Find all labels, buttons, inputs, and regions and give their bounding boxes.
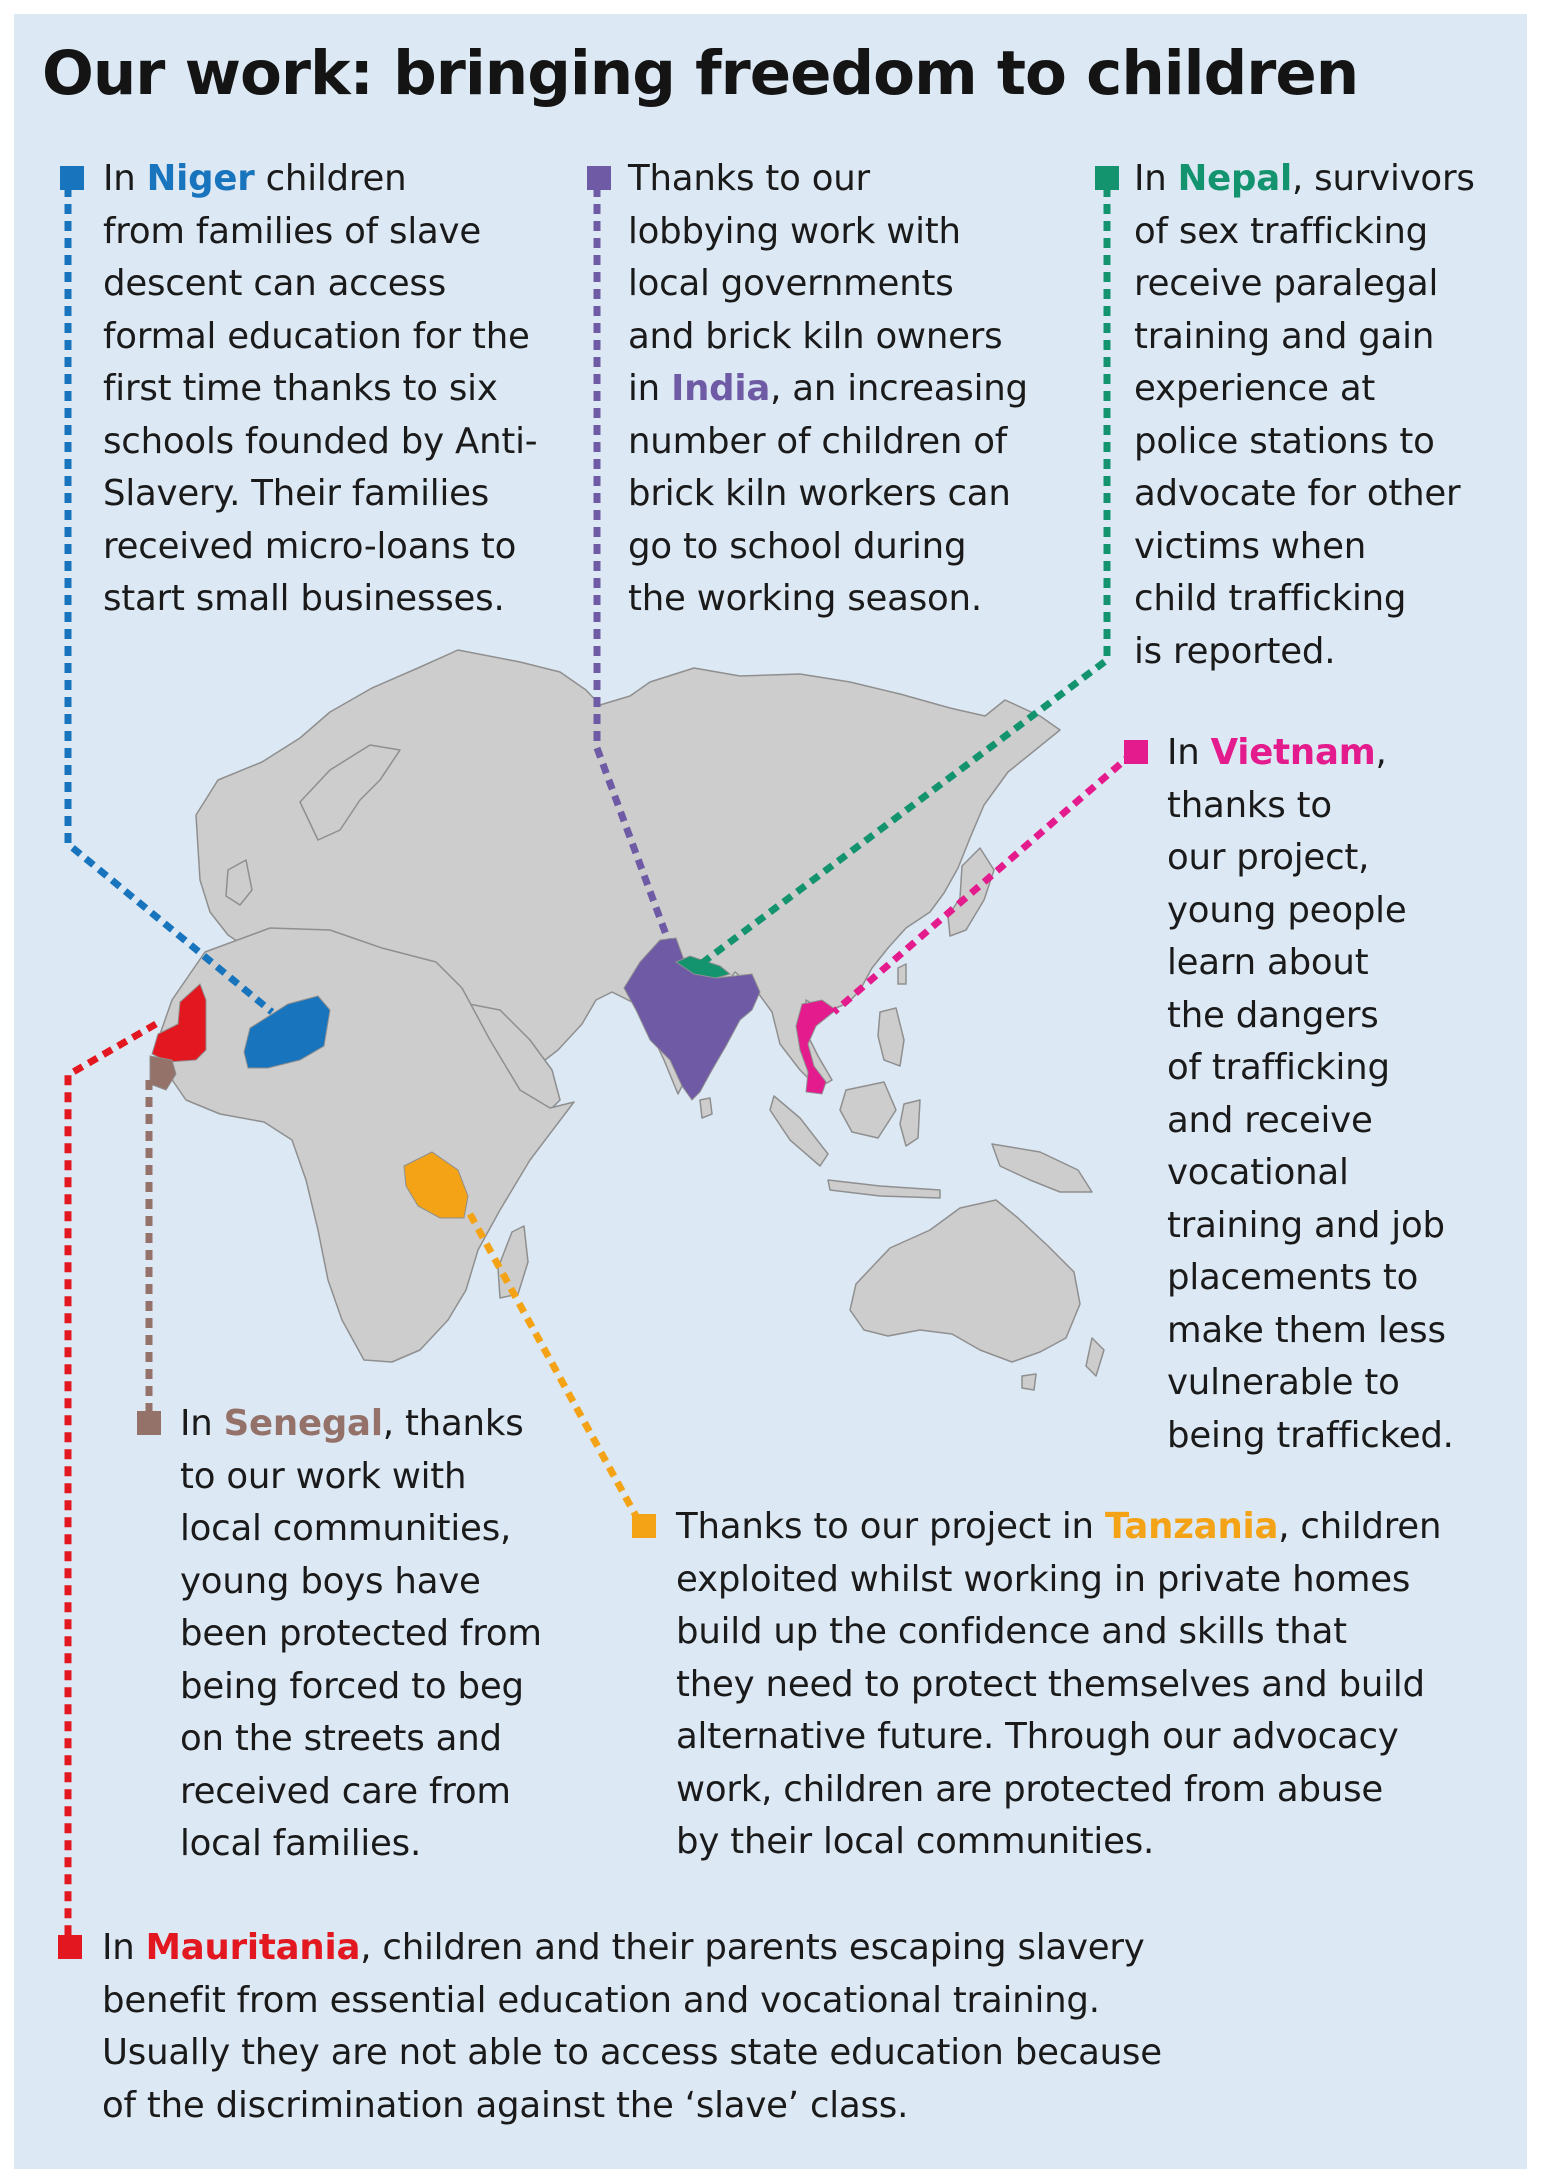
vietnam-callout-line: young people	[1167, 889, 1407, 931]
senegal-callout-line: received care from	[180, 1770, 511, 1812]
vietnam-callout-line: and receive	[1167, 1099, 1373, 1141]
vietnam-callout-line: training and job	[1167, 1204, 1445, 1246]
borneo	[840, 1082, 896, 1138]
india-callout-line: Thanks to our	[628, 158, 870, 199]
senegal-callout-line: being forced to beg	[180, 1665, 524, 1707]
vietnam-callout-line: vulnerable to	[1167, 1362, 1400, 1403]
india-callout-line: number of children of	[628, 420, 1008, 462]
nepal-callout-line: training and gain	[1134, 315, 1435, 357]
mauritania-callout-line: Usually they are not able to access state education because	[102, 2032, 1162, 2073]
niger-country-label: Niger	[146, 158, 255, 199]
java-islands	[828, 1180, 940, 1198]
mauritania-callout-line	[102, 1922, 1162, 1975]
text-segment: In	[1134, 158, 1178, 199]
nepal-callout-line: advocate for other	[1134, 473, 1461, 514]
india-callout-line: brick kiln workers can	[628, 473, 1011, 514]
australia-landmass	[850, 1200, 1080, 1362]
senegal-callout-line: to our work with	[180, 1455, 467, 1497]
senegal-marker-square	[137, 1411, 161, 1435]
text-segment: In	[1167, 732, 1211, 773]
india-country-label: India	[671, 368, 771, 409]
mauritania-country-label: Mauritania	[145, 1927, 361, 1968]
tanzania-callout-line: build up the confidence and skills that	[676, 1611, 1347, 1652]
text-segment: , an increasing	[770, 368, 1028, 409]
tanzania-callout	[676, 1501, 1441, 1869]
vietnam-callout-line: thanks to	[1167, 784, 1332, 826]
niger-callout-line: from families of slave	[103, 210, 482, 252]
text-segment: children	[254, 158, 407, 199]
niger-callout-line: Slavery. Their families	[103, 473, 490, 514]
vietnam-marker-square	[1124, 740, 1148, 764]
vietnam-callout-line: the dangers	[1167, 994, 1379, 1036]
vietnam-callout-line: our project,	[1167, 837, 1370, 878]
tanzania-callout-line: alternative future. Through our advocacy	[676, 1716, 1399, 1757]
madagascar	[498, 1226, 528, 1298]
tanzania-country-label: Tanzania	[1104, 1506, 1279, 1547]
mauritania-callout	[102, 1922, 1162, 2132]
vietnam-callout-line	[1167, 727, 1454, 780]
senegal-callout	[180, 1398, 542, 1871]
india-callout-line: and brick kiln owners	[628, 315, 1003, 357]
tanzania-callout-line	[676, 1501, 1441, 1554]
mauritania-callout-line: of the discrimination against the ‘slave’ class.	[102, 2084, 909, 2126]
text-segment: in	[628, 368, 672, 409]
nepal-callout-line: experience at	[1134, 368, 1376, 409]
nepal-callout-line: child trafficking	[1134, 578, 1407, 619]
senegal-callout-line: local communities,	[180, 1508, 512, 1549]
vietnam-country-label: Vietnam	[1210, 732, 1376, 773]
niger-callout-line: start small businesses.	[103, 578, 505, 619]
senegal-callout-line: been protected from	[180, 1613, 542, 1654]
text-segment: Thanks to our project in	[676, 1506, 1105, 1547]
niger-callout-line: descent can access	[103, 263, 447, 304]
text-segment: , thanks	[382, 1403, 524, 1444]
text-segment: , children	[1278, 1506, 1442, 1547]
vietnam-callout	[1167, 727, 1454, 1462]
tanzania-callout-line: they need to protect themselves and build	[676, 1663, 1425, 1705]
vietnam-callout-line: placements to	[1167, 1257, 1419, 1298]
text-segment: , survivors	[1291, 158, 1475, 199]
senegal-region	[150, 1056, 176, 1090]
nepal-callout-line: is reported.	[1134, 630, 1336, 672]
text-segment: , children and their parents escaping slavery	[360, 1927, 1145, 1968]
senegal-callout-line: local families.	[180, 1823, 422, 1864]
nepal-callout-line	[1134, 153, 1475, 206]
vietnam-callout-line: of trafficking	[1167, 1047, 1390, 1088]
niger-callout-line: first time thanks to six	[103, 368, 498, 409]
page-title: Our work: bringing freedom to children	[42, 38, 1359, 109]
senegal-callout-line: on the streets and	[180, 1718, 502, 1759]
mauritania-connector	[68, 1024, 156, 1942]
tanzania-callout-line: work, children are protected from abuse	[676, 1768, 1384, 1810]
nepal-callout-line: police stations to	[1134, 420, 1435, 462]
new-zealand	[1086, 1338, 1104, 1376]
tasmania	[1022, 1374, 1036, 1390]
vietnam-callout-line: make them less	[1167, 1309, 1446, 1351]
india-callout-line	[628, 363, 1028, 416]
text-segment: In	[180, 1403, 224, 1444]
senegal-callout-line	[180, 1398, 542, 1451]
taiwan	[898, 964, 906, 984]
sulawesi	[900, 1100, 920, 1146]
vietnam-callout-line: learn about	[1167, 942, 1369, 983]
niger-callout	[103, 153, 537, 626]
niger-callout-line: received micro-loans to	[103, 525, 517, 567]
new-guinea	[992, 1144, 1092, 1192]
tanzania-marker-square	[632, 1514, 656, 1538]
nepal-callout-line: victims when	[1134, 525, 1367, 567]
vietnam-callout-line: vocational	[1167, 1152, 1349, 1193]
niger-marker-square	[60, 166, 84, 190]
india-callout-line: the working season.	[628, 578, 982, 619]
sri-lanka	[700, 1098, 712, 1118]
niger-callout-line	[103, 153, 537, 206]
india-callout	[628, 153, 1028, 626]
india-callout-line: go to school during	[628, 525, 967, 567]
nepal-country-label: Nepal	[1177, 158, 1292, 199]
tanzania-callout-line: exploited whilst working in private homes	[676, 1558, 1411, 1600]
senegal-country-label: Senegal	[223, 1403, 383, 1444]
text-segment: In	[102, 1927, 146, 1968]
philippines	[878, 1008, 904, 1066]
nepal-callout	[1134, 153, 1475, 678]
india-callout-line: lobbying work with	[628, 210, 961, 252]
nepal-callout-line: of sex trafficking	[1134, 210, 1429, 252]
nepal-marker-square	[1095, 166, 1119, 190]
mauritania-marker-square	[58, 1935, 82, 1959]
india-callout-line: local governments	[628, 263, 954, 304]
vietnam-callout-line: being trafficked.	[1167, 1414, 1454, 1456]
india-marker-square	[587, 166, 611, 190]
nepal-callout-line: receive paralegal	[1134, 263, 1439, 304]
text-segment: ,	[1375, 732, 1387, 773]
tanzania-callout-line: by their local communities.	[676, 1821, 1155, 1862]
text-segment: In	[103, 158, 147, 199]
niger-callout-line: schools founded by Anti-	[103, 420, 538, 462]
niger-callout-line: formal education for the	[103, 315, 530, 357]
sumatra	[770, 1096, 828, 1166]
mauritania-callout-line: benefit from essential education and vocational training.	[102, 1979, 1100, 2021]
senegal-callout-line: young boys have	[180, 1560, 481, 1602]
